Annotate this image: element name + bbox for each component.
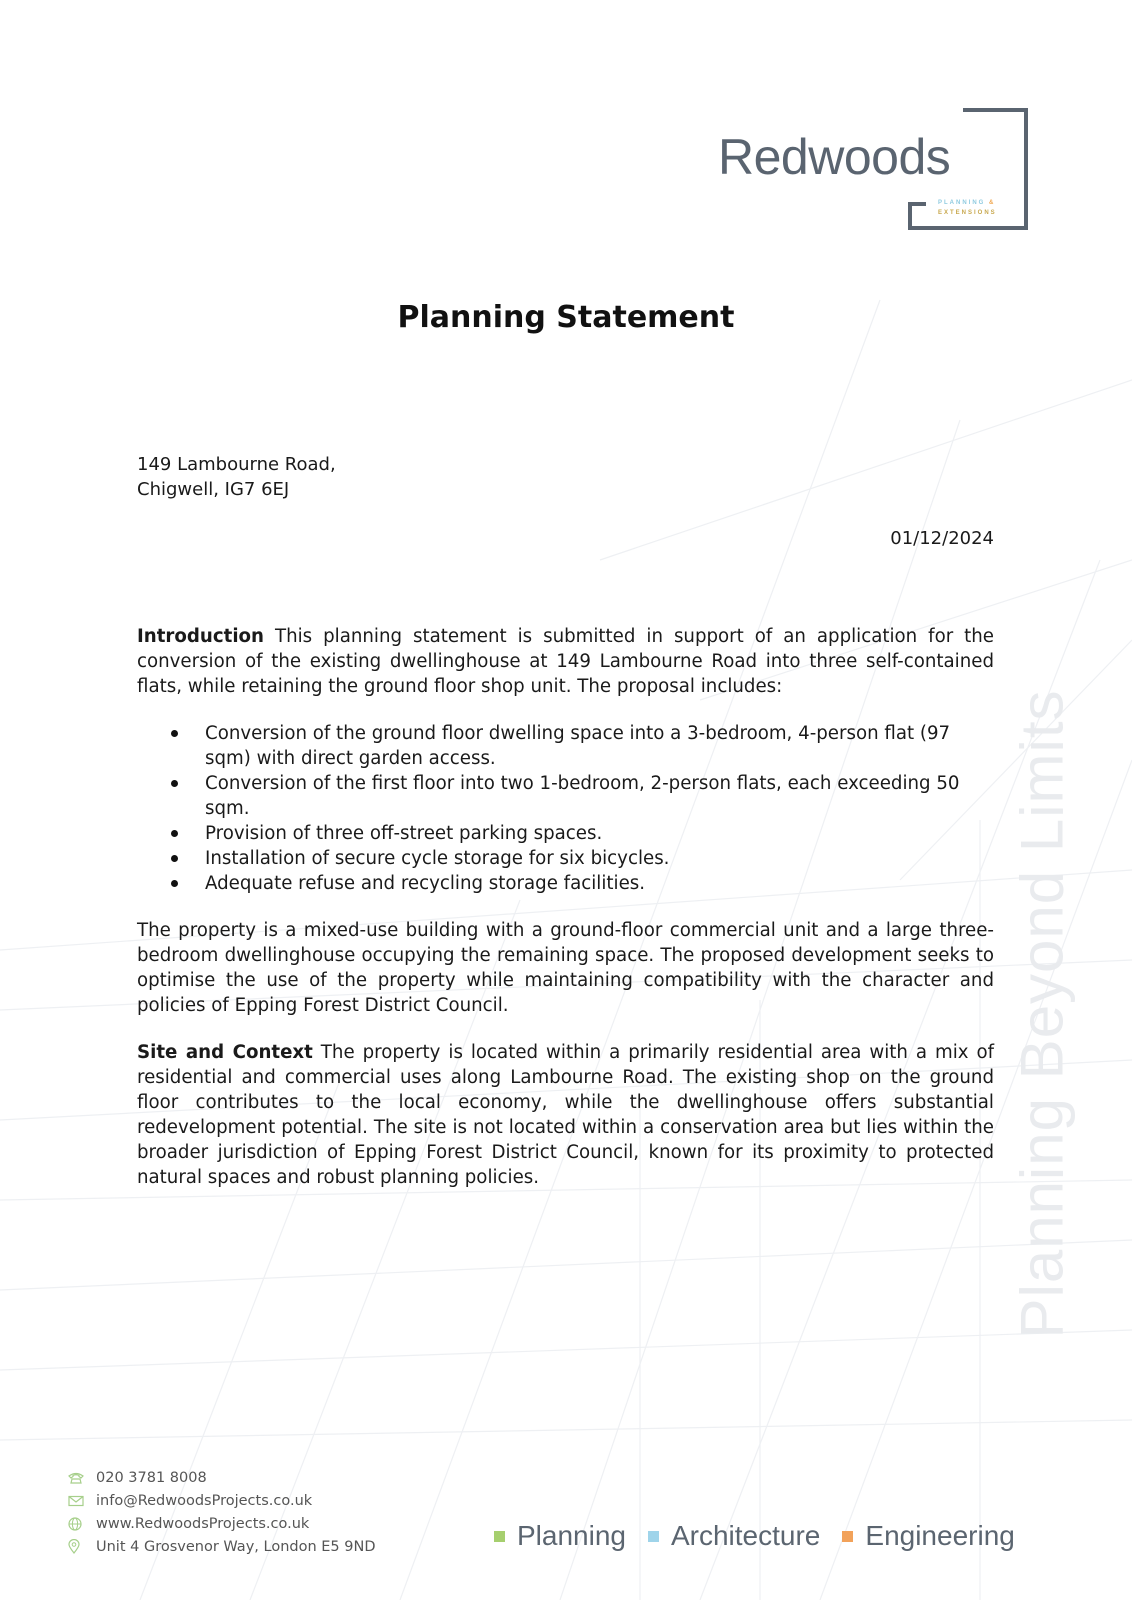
- footer-contact: [68, 1466, 376, 1558]
- list-item: Provision of three off-street parking spaces.: [205, 821, 994, 846]
- site-context-paragraph: [137, 1040, 994, 1190]
- intro-paragraph: [137, 624, 994, 699]
- page-title: Planning Statement: [397, 300, 735, 335]
- address-line-1: 149 Lambourne Road,: [137, 454, 336, 475]
- footer-email[interactable]: info@RedwoodsProjects.co.uk: [96, 1492, 313, 1509]
- site-text: The property is located within a primarily residential area with a mix of residential and commercial uses along Lambourne Road. The existing shop on the ground floor contributes to the local economy, while the dwellinghouse offers substantial redevelopment potential. The site is not located within a conservation area but lies within the broader jurisdiction of Epping Forest District Council, known for its proximity to protected natural spaces and robust planning policies.: [137, 1042, 994, 1188]
- engineering-square-icon: [842, 1531, 853, 1542]
- planning-square-icon: [494, 1531, 505, 1542]
- tagline-engineering: Engineering: [842, 1520, 1014, 1552]
- company-logo: [700, 106, 1030, 238]
- footer-website[interactable]: www.RedwoodsProjects.co.uk: [96, 1515, 310, 1532]
- property-paragraph: The property is a mixed-use building with a ground-floor commercial unit and a large three-bedroom dwellinghouse occupying the remaining space. The proposed development seeks to optimise the use of the property while maintaining compatibility with the character and policies of Epping Forest District Council.: [137, 920, 994, 1016]
- footer-phone-row: [68, 1466, 376, 1489]
- footer-address-row: [68, 1535, 376, 1558]
- list-item: Conversion of the first floor into two 1-bedroom, 2-person flats, each exceeding 50 sqm.: [205, 771, 994, 821]
- list-item: Adequate refuse and recycling storage facilities.: [205, 871, 994, 896]
- logo-wordmark: Redwoods: [718, 129, 951, 185]
- footer-email-row: [68, 1489, 376, 1512]
- tagline-architecture: Architecture: [648, 1520, 820, 1552]
- brand-watermark: Planning Beyond Limits: [1008, 689, 1076, 1339]
- location-pin-icon: [68, 1535, 96, 1558]
- footer-website-row: [68, 1512, 376, 1535]
- services-tagline: [494, 1520, 1015, 1552]
- proposal-list: [137, 721, 994, 896]
- intro-text: This planning statement is submitted in support of an application for the conversion of the existing dwellinghouse at 149 Lambourne Road into three self-contained flats, while retaining the ground floor shop unit. The proposal includes:: [137, 626, 994, 697]
- list-item: Conversion of the ground floor dwelling space into a 3-bedroom, 4-person flat (97 sqm) with direct garden access.: [205, 721, 994, 771]
- architecture-square-icon: [648, 1531, 659, 1542]
- logo-subtitle: PLANNING & EXTENSIONS: [938, 200, 997, 216]
- footer-address: Unit 4 Grosvenor Way, London E5 9ND: [96, 1538, 376, 1555]
- intro-heading: Introduction: [137, 626, 264, 647]
- document-date: 01/12/2024: [890, 528, 994, 549]
- site-heading: Site and Context: [137, 1042, 313, 1063]
- tagline-planning: Planning: [494, 1520, 626, 1552]
- phone-icon: [68, 1466, 96, 1489]
- statement-body: [137, 624, 994, 1212]
- mail-icon: [68, 1489, 96, 1512]
- footer-phone[interactable]: 020 3781 8008: [96, 1469, 207, 1486]
- site-address: [137, 452, 336, 502]
- address-line-2: Chigwell, IG7 6EJ: [137, 479, 290, 500]
- list-item: Installation of secure cycle storage for six bicycles.: [205, 846, 994, 871]
- globe-icon: [68, 1512, 96, 1535]
